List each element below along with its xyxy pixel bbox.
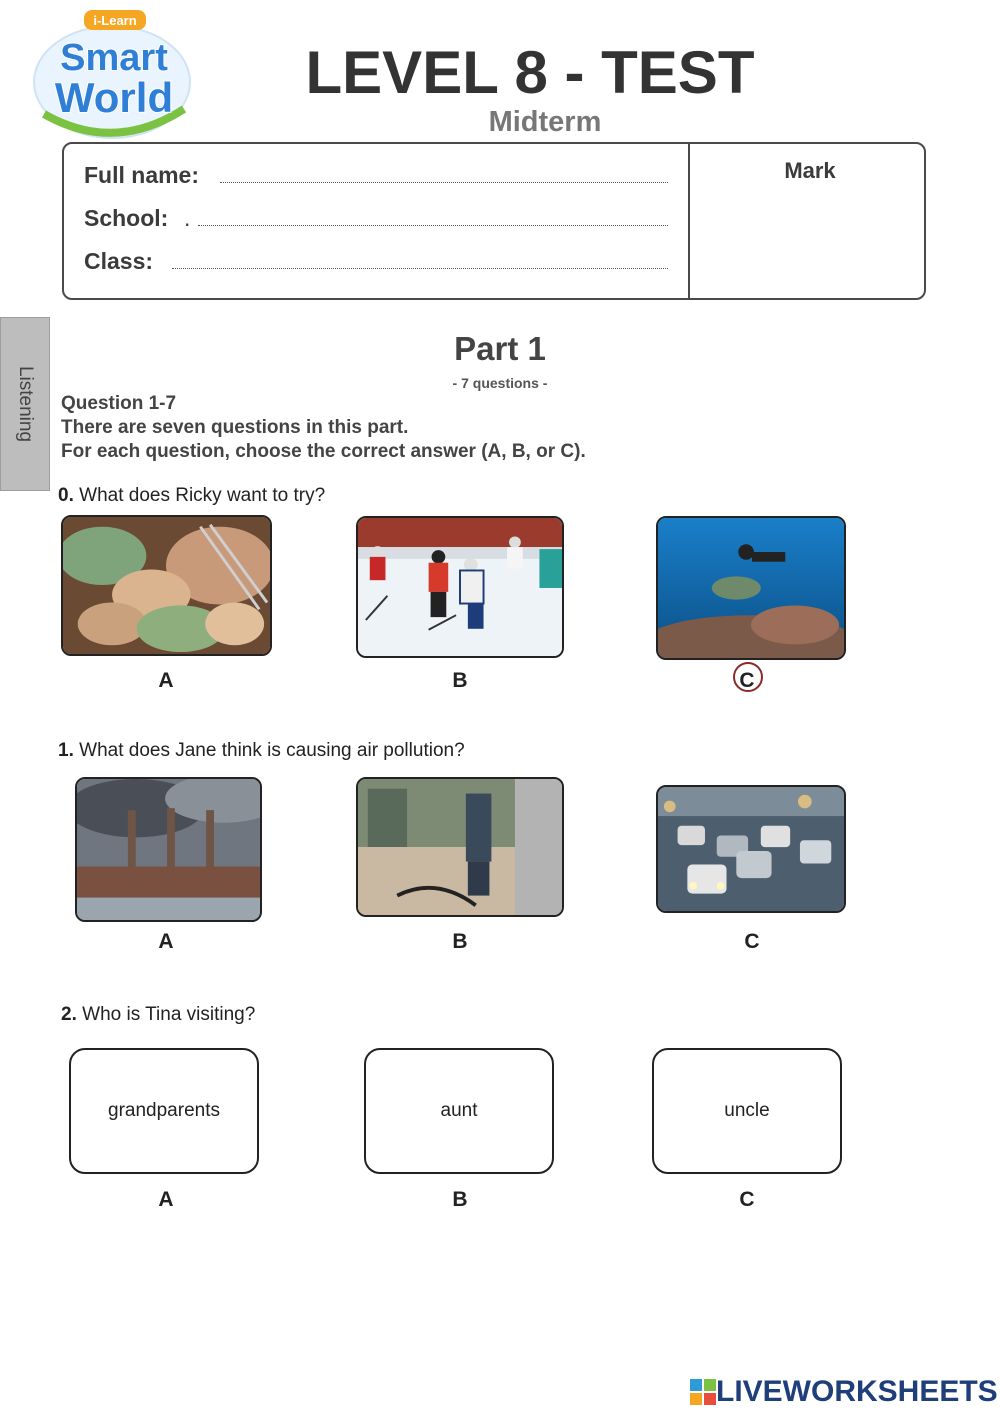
question-text: Who is Tina visiting?: [82, 1004, 256, 1025]
option-b-label: B: [452, 930, 468, 953]
logo-line2: World: [54, 74, 174, 121]
option-label: uncle: [724, 1100, 770, 1121]
instruction-line: Question 1-7: [61, 393, 177, 414]
knitting-yarn-image[interactable]: [61, 515, 272, 656]
traffic-jam-image[interactable]: [656, 785, 846, 913]
scuba-diving-image[interactable]: [656, 516, 846, 660]
school-field[interactable]: [198, 225, 668, 226]
class-label: Class:: [84, 248, 154, 274]
smart-world-logo: [24, 4, 204, 139]
question-0: [58, 485, 325, 507]
part-subtitle: - 7 questions -: [452, 375, 548, 391]
option-c-label: C: [739, 669, 755, 692]
selected-answer-circle: [733, 662, 763, 692]
school-prefix: .: [184, 205, 191, 231]
question-text: What does Jane think is causing air pollution?: [79, 740, 465, 761]
listening-tab: [0, 317, 50, 491]
liveworksheets-logo: [690, 1372, 998, 1412]
school-label: School:: [84, 205, 169, 231]
option-b-label: B: [452, 669, 468, 692]
liveworksheets-icon: [690, 1379, 716, 1405]
full-name-label: Full name:: [84, 162, 200, 188]
question-2: [61, 1004, 255, 1026]
question-text: What does Ricky want to try?: [79, 485, 326, 506]
info-divider: [688, 142, 690, 300]
option-c-label: C: [739, 1188, 755, 1211]
option-a-label: A: [158, 930, 174, 953]
power-station-image[interactable]: [75, 777, 262, 922]
question-number: 2.: [61, 1004, 77, 1025]
road-work-drill-image[interactable]: [356, 777, 564, 917]
class-field[interactable]: [172, 268, 668, 269]
instruction-line: For each question, choose the correct answer (A, B, or C).: [61, 441, 586, 462]
part-title: Part 1: [454, 330, 546, 367]
question-1: [58, 740, 465, 762]
option-label: aunt: [440, 1100, 478, 1121]
option-grandparents-box[interactable]: [69, 1048, 259, 1174]
liveworksheets-brand: LIVEWORKSHEETS: [716, 1375, 998, 1408]
option-aunt-box[interactable]: [364, 1048, 554, 1174]
question-number: 0.: [58, 485, 74, 506]
listening-tab-label: Listening: [15, 365, 36, 443]
logo-line1: Smart: [60, 37, 168, 79]
mark-label: Mark: [784, 158, 836, 183]
option-a-label: A: [158, 669, 174, 692]
ice-hockey-image[interactable]: [356, 516, 564, 658]
option-a-label: A: [158, 1188, 174, 1211]
option-b-label: B: [452, 1188, 468, 1211]
logo-brand-text: i-Learn: [93, 13, 137, 28]
page-title: LEVEL 8 - TEST: [305, 39, 755, 106]
option-uncle-box[interactable]: [652, 1048, 842, 1174]
question-number: 1.: [58, 740, 74, 761]
page-subtitle: Midterm: [488, 106, 602, 138]
instruction-line: There are seven questions in this part.: [61, 417, 409, 438]
option-c-label: C: [744, 930, 760, 953]
full-name-field[interactable]: [220, 182, 668, 183]
option-label: grandparents: [108, 1100, 220, 1121]
